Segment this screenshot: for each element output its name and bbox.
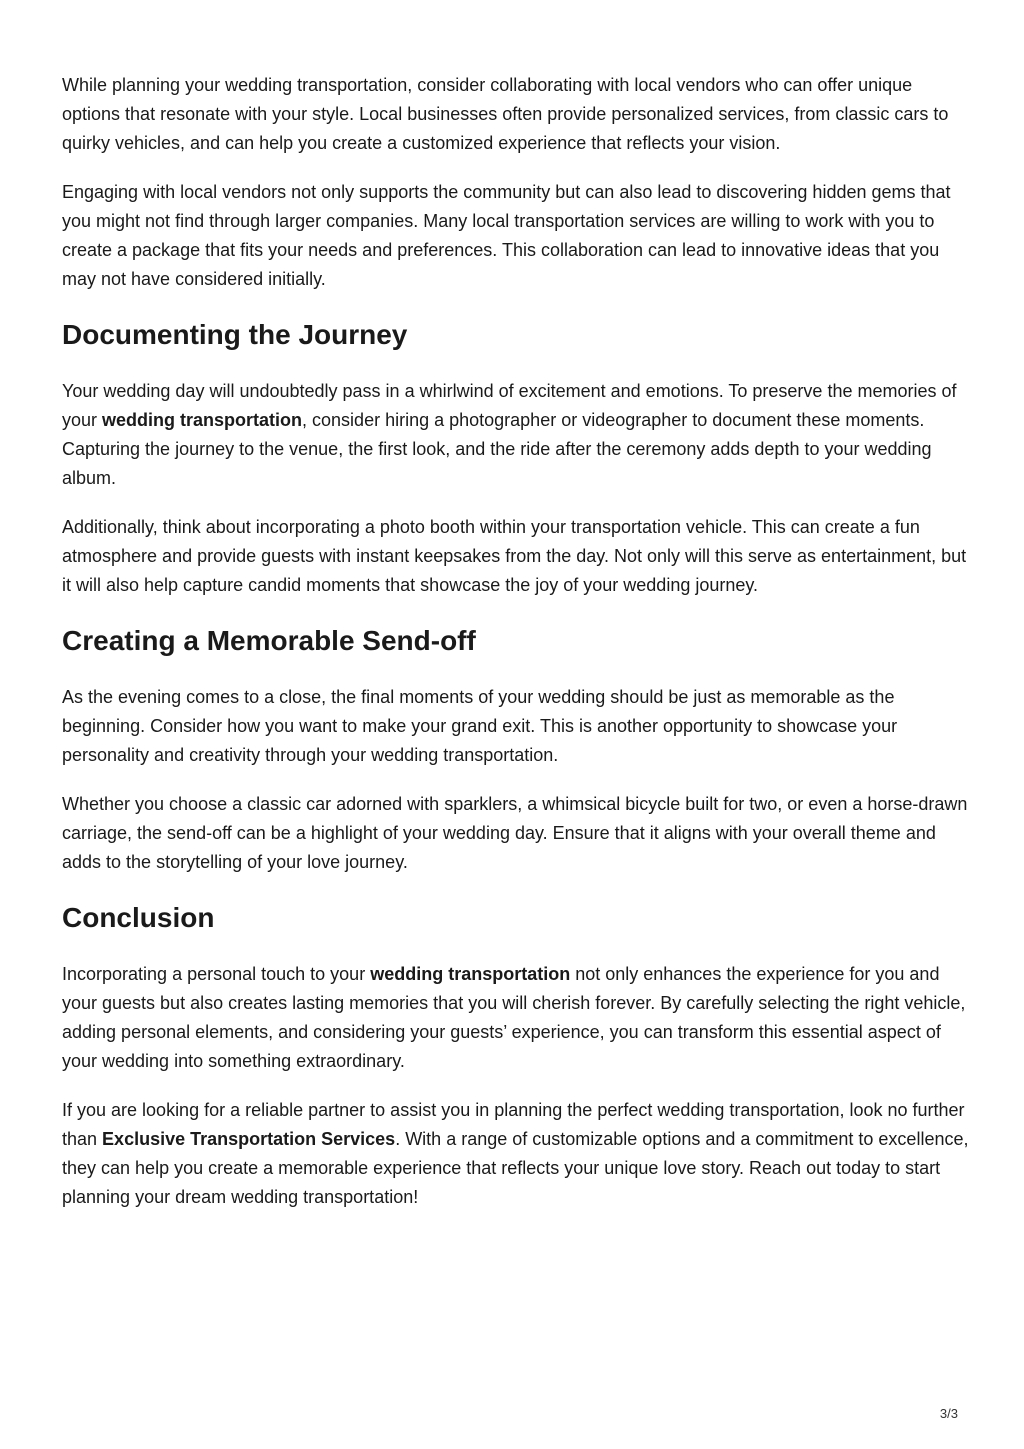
documenting-paragraph-1 [62, 377, 972, 493]
conclusion-paragraph-2 [62, 1096, 972, 1212]
conclusion-paragraph-1 [62, 960, 972, 1076]
documenting-paragraph-2: Additionally, think about incorporating a photo booth within your transportation vehicle. This can create a fun atmosphere and provide guests with instant keepsakes from the day. Not only will this serve as entertainment, but it will also help capture candid moments that showcase the joy of your wedding journey. [62, 517, 967, 595]
text-segment: Your wedding day will undoubtedly pass in a whirlwind of excitement and emotions. To preserve the memories of your [62, 381, 957, 430]
sendoff-paragraph-1: As the evening comes to a close, the final moments of your wedding should be just as memorable as the beginning. Consider how you want to make your grand exit. This is another opportunity to showcase your personality and creativity through your wedding transportation. [62, 687, 898, 765]
intro-paragraph-1: While planning your wedding transportation, consider collaborating with local vendors who can offer unique options that resonate with your style. Local businesses often provide personalized services, from classic cars to quirky vehicles, and can help you create a customized experience that reflects your vision. [62, 75, 949, 153]
section-heading-conclusion: Conclusion [62, 902, 215, 933]
section-heading-documenting: Documenting the Journey [62, 319, 408, 350]
section-heading-sendoff: Creating a Memorable Send-off [62, 625, 476, 656]
text-segment: . With a range of customizable options and a commitment to excellence, they can help you create a memorable experience that reflects your unique love story. Reach out today to start planning your dream wedding transportation! [62, 1129, 969, 1207]
company-name: Exclusive Transportation Services [102, 1129, 396, 1149]
text-segment: not only enhances the experience for you and your guests but also creates lasting memories that you will cherish forever. By carefully selecting the right vehicle, adding personal elements, and considering your guests’ experience, you can transform this essential aspect of your wedding into something extraordinary. [62, 964, 966, 1071]
text-segment: Incorporating a personal touch to your [62, 964, 371, 984]
bold-phrase: wedding transportation [370, 964, 571, 984]
text-segment: If you are looking for a reliable partner to assist you in planning the perfect wedding transportation, look no further than [62, 1100, 965, 1149]
bold-phrase: wedding transportation [102, 410, 303, 430]
text-segment: , consider hiring a photographer or videographer to document these moments. Capturing the journey to the venue, the first look, and the ride after the ceremony adds depth to your wedding album. [62, 410, 932, 488]
sendoff-paragraph-2: Whether you choose a classic car adorned with sparklers, a whimsical bicycle built for two, or even a horse-drawn carriage, the send-off can be a highlight of your wedding day. Ensure that it aligns with your overall theme and adds to the storytelling of your love journey. [62, 794, 968, 872]
document-body [62, 71, 972, 1232]
page-number: 3/3 [939, 1406, 958, 1421]
intro-paragraph-2: Engaging with local vendors not only supports the community but can also lead to discovering hidden gems that you might not find through larger companies. Many local transportation services are willing to work with you to create a package that fits your needs and preferences. This collaboration can lead to innovative ideas that you may not have considered initially. [62, 182, 951, 289]
